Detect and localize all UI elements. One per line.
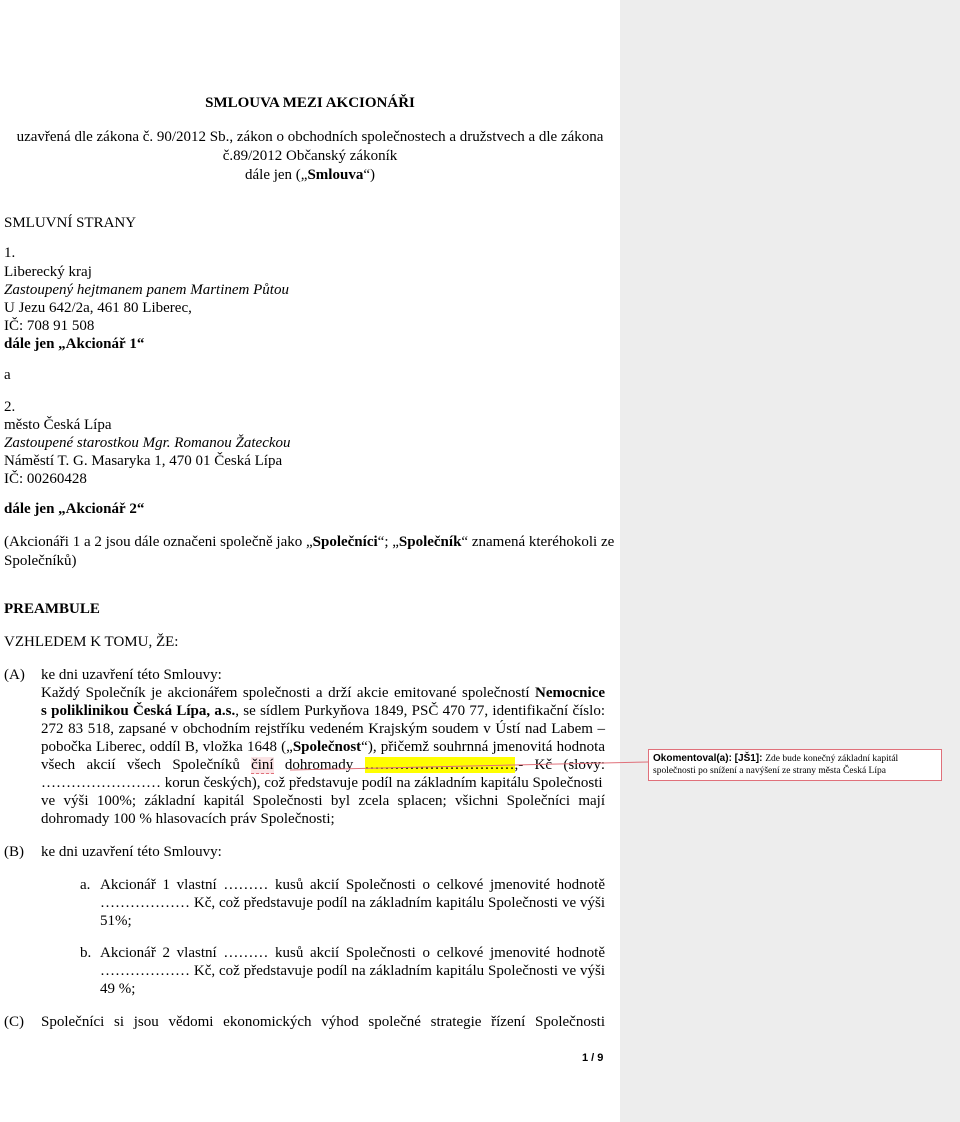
recital-c-label: (C) (4, 1014, 24, 1030)
recital-a-line-3: 272 83 518, zapsané v obchodním rejstříku vedeném Krajským soudem v Ústí nad Labem – (41, 721, 605, 737)
party-2-name: město Česká Lípa (4, 417, 112, 433)
comment-text: Zde bude konečný základní kapitál společnosti po snížení a navýšení ze strany města Česká Lípa (653, 754, 899, 776)
parties-heading: SMLUVNÍ STRANY (4, 215, 137, 231)
party-1-ic: IČ: 708 91 508 (4, 318, 95, 334)
recital-a-label: (A) (4, 667, 25, 683)
recital-a-line-4: pobočka Liberec, oddíl B, vložka 1648 („Společnost“), přičemž souhrnná jmenovitá hodnota (41, 739, 605, 755)
recital-b-item-a-line-3: 51%; (100, 913, 132, 929)
highlighted-placeholder: ………………………… (364, 757, 515, 773)
recital-a-lead: ke dni uzavření této Smlouvy: (41, 667, 222, 683)
recital-b-item-a-label: a. (80, 877, 91, 893)
party-2-alias: dále jen „Akcionář 2“ (4, 501, 145, 517)
comment-author-label: Okomentoval(a): [JŠ1]: (653, 753, 766, 764)
recital-a-line-7: ve výši 100%; základní kapitál Společnosti byl zcela splacen; všichni Společníci mají (41, 793, 605, 809)
parties-note-line-1: (Akcionáři 1 a 2 jsou dále označeni společně jako „Společníci“; „Společník“ znamená kteréhokoli ze (4, 534, 615, 550)
intro-line-1: uzavřená dle zákona č. 90/2012 Sb., zákon o obchodních společnostech a družstvech a dle zákona (16, 129, 604, 145)
recital-a-line-5: všech akcií všech Společníků činí dohromady …………………………,- Kč (slovy: (41, 757, 605, 773)
document-title: SMLOUVA MEZI AKCIONÁŘI (205, 95, 415, 111)
recital-b-item-b-line-1: Akcionář 2 vlastní ……… kusů akcií Společnosti o celkové jmenovité hodnotě (100, 945, 605, 961)
party-1-address: U Jezu 642/2a, 461 80 Liberec, (4, 300, 192, 316)
whereas-heading: VZHLEDEM K TOMU, ŽE: (4, 634, 179, 650)
party-2-ic: IČ: 00260428 (4, 471, 87, 487)
recital-b-item-b-line-2: ……………… Kč, což představuje podíl na základním kapitálu Společnosti ve výši (100, 963, 605, 979)
recital-b-label: (B) (4, 844, 24, 860)
recital-b-item-a-line-2: ……………… Kč, což představuje podíl na základním kapitálu Společnosti ve výši (100, 895, 605, 911)
parties-note-line-2: Společníků) (4, 553, 77, 569)
intro-line-3: dále jen („Smlouva“) (245, 167, 375, 183)
party-2-address: Náměstí T. G. Masaryka 1, 470 01 Česká Lípa (4, 453, 283, 469)
party-1-name: Liberecký kraj (4, 264, 92, 280)
preamble-heading: PREAMBULE (4, 601, 100, 617)
intro-line-2: č.89/2012 Občanský zákoník (222, 148, 398, 164)
recital-a-line-6: …………………… korun českých), což představuje podíl na základním kapitálu Společnosti (41, 775, 603, 791)
comment-balloon[interactable] (648, 749, 942, 781)
recital-b-item-a-line-1: Akcionář 1 vlastní ……… kusů akcií Společnosti o celkové jmenovité hodnotě (100, 877, 605, 893)
party-2-number: 2. (4, 399, 16, 415)
party-2-representative: Zastoupené starostkou Mgr. Romanou Žateckou (4, 435, 291, 451)
recital-a-line-8: dohromady 100 % hlasovacích práv Společnosti; (41, 811, 335, 827)
recital-b-item-b-label: b. (80, 945, 92, 961)
party-1-number: 1. (4, 245, 16, 261)
parties-and: a (4, 367, 11, 383)
recital-a-line-1: Každý Společník je akcionářem společnosti a drží akcie emitované společností Nemocnice (41, 685, 605, 701)
recital-b-item-b-line-3: 49 %; (100, 981, 136, 997)
party-1-alias: dále jen „Akcionář 1“ (4, 336, 145, 352)
page-number: 1 / 9 (582, 1052, 604, 1064)
recital-c-line-1: Společníci si jsou vědomi ekonomických výhod společné strategie řízení Společnosti (41, 1014, 605, 1030)
party-1-representative: Zastoupený hejtmanem panem Martinem Půtou (4, 282, 289, 298)
recital-b-lead: ke dni uzavření této Smlouvy: (41, 844, 222, 860)
recital-a-line-2: s poliklinikou Česká Lípa, a.s., se sídlem Purkyňova 1849, PSČ 470 77, identifikační číslo: (41, 703, 605, 719)
commented-word[interactable]: činí (251, 757, 274, 773)
